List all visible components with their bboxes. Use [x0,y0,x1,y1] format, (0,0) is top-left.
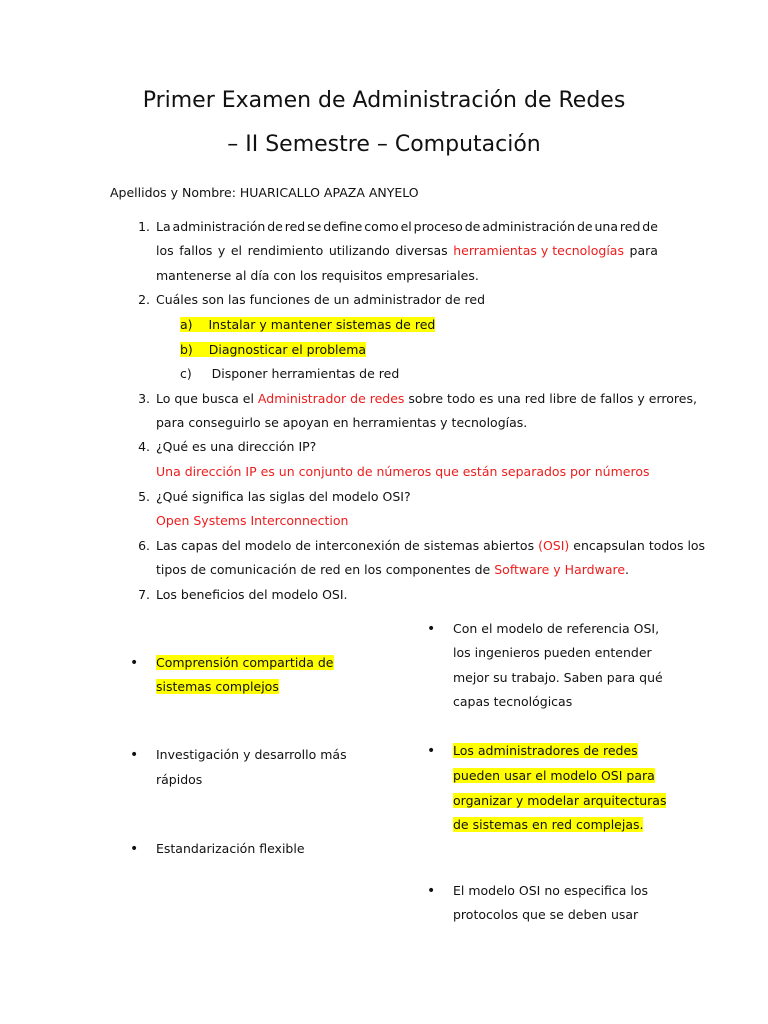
benefit-right-2-line2 [453,768,655,784]
q6-text: Las capas del modelo de interconexión de sistemas abiertos [156,538,535,553]
q6-red-term: Software y Hardware [494,562,626,577]
q1-line2 [156,243,658,259]
q2-number: 2. [138,292,150,307]
q3-text: sobre todo es una red libre de fallos y errores, [408,391,697,406]
benefit-right-1-line1: Con el modelo de referencia OSI, [453,621,660,636]
q2-item-a-highlight [180,317,435,332]
benefit-right-1-line3: mejor su trabajo. Saben para qué [453,670,663,685]
benefit-text: Comprensión compartida de [156,655,334,670]
q1-word: de [642,219,658,234]
benefit-text: de sistemas en red complejas. [453,817,644,832]
q2-item-b-highlight [180,342,366,357]
q1-word: rendimiento [247,243,324,258]
q1-word: los [156,243,174,258]
q1-word: y [217,243,226,258]
q1-red-term: herramientas y tecnologías [453,243,624,258]
benefit-right-2-line4 [453,817,643,833]
benefit-text: sistemas complejos [156,679,279,694]
benefit-right-2-line1 [453,743,638,759]
bullet-icon: • [427,883,436,899]
student-name: Apellidos y Nombre: HUARICALLO APAZA ANYELO [110,185,419,200]
q2-item-letter: a) [180,317,193,332]
q2-item-text: Instalar y mantener sistemas de red [208,317,436,332]
q3-line2: para conseguirlo se apoyan en herramientas y tecnologías. [156,415,528,430]
q1-word: La [156,219,171,234]
benefit-left-3-line1: Estandarización flexible [156,841,305,856]
bullet-icon: • [130,655,139,671]
q1-word: red [619,219,641,234]
benefit-right-3-line1: El modelo OSI no especifica los [453,883,649,898]
q1-word: administración [172,219,266,234]
q6-text: encapsulan todos los [573,538,706,553]
q4-number: 4. [138,439,150,454]
q2-item-text: Diagnosticar el problema [208,342,367,357]
q5-question: ¿Qué significa las siglas del modelo OSI? [156,489,411,504]
q1-word: para [629,243,658,258]
q1-word: de [464,219,481,234]
benefit-text: organizar y modelar arquitecturas [453,793,667,808]
q6-line1 [156,538,705,554]
q2-item-a [180,317,435,333]
q1-word: el [400,219,412,234]
benefit-text: pueden usar el modelo OSI para [453,768,655,783]
bullet-icon: • [427,621,436,637]
q3-line1 [156,391,697,407]
q1-word: se [307,219,322,234]
q2-item-c [180,366,399,382]
q1-word: diversas [395,243,448,258]
q7-text: Los beneficios del modelo OSI. [156,587,348,602]
q1-number: 1. [138,219,150,234]
q4-answer: Una dirección IP es un conjunto de números que están separados por números [156,464,650,479]
q5-answer: Open Systems Interconnection [156,513,349,528]
q3-number: 3. [138,391,150,406]
benefit-right-1-line4: capas tecnológicas [453,694,573,709]
q1-word: una [594,219,618,234]
q3-red-term: Administrador de redes [257,391,405,406]
bullet-icon: • [130,747,139,763]
benefit-left-1-line1 [156,655,334,671]
q6-text: . [625,562,630,577]
q1-word: proceso [413,219,463,234]
benefit-left-1-line2 [156,679,279,695]
q1-word: de [267,219,283,234]
document-title-line2: – II Semestre – Computación [227,132,541,157]
q1-word: define [323,219,363,234]
benefit-right-1-line2: los ingenieros pueden entender [453,645,652,660]
q3-text: Lo que busca el [156,391,254,406]
benefit-text: Los administradores de redes [453,743,638,758]
bullet-icon: • [427,743,436,759]
q4-question: ¿Qué es una dirección IP? [156,439,317,454]
q1-word: el [230,243,243,258]
benefit-left-2-line2: rápidos [156,772,203,787]
q2-item-letter: c) [180,366,192,381]
benefit-right-3-line2: protocolos que se deben usar [453,907,639,922]
q2-item-b [180,342,366,358]
q1-word: administración [482,219,576,234]
q1-word: fallos [179,243,213,258]
q6-text: tipos de comunicación de red en los componentes de [156,562,491,577]
benefit-right-2-line3 [453,793,666,809]
q1-word: utilizando [328,243,390,258]
q5-number: 5. [138,489,150,504]
q6-red-term: (OSI) [538,538,570,553]
q6-line2 [156,562,629,578]
q1-line1 [156,219,658,235]
q2-item-letter: b) [180,342,193,357]
q1-word: red [284,219,306,234]
bullet-icon: • [130,841,139,857]
q1-word: de [576,219,593,234]
q2-item-text: Disponer herramientas de red [211,366,400,381]
q1-word: como [364,219,399,234]
q2-text: Cuáles son las funciones de un administrador de red [156,292,486,307]
q7-number: 7. [138,587,150,602]
q6-number: 6. [138,538,150,553]
q1-line3: mantenerse al día con los requisitos empresariales. [156,268,479,283]
document-title-line1: Primer Examen de Administración de Redes [142,88,626,113]
benefit-left-2-line1: Investigación y desarrollo más [156,747,347,762]
